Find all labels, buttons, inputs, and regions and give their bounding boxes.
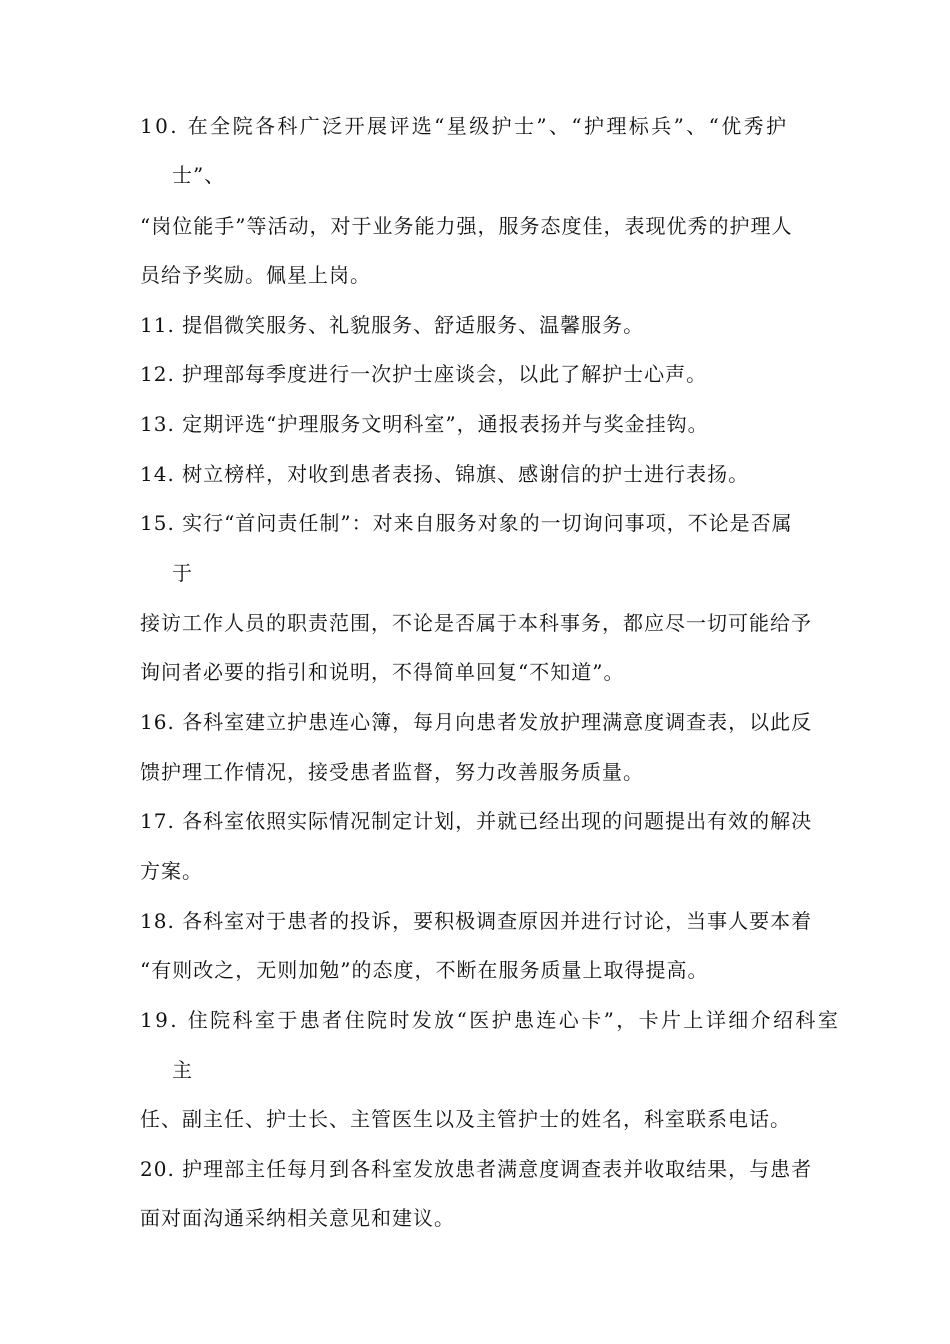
text-line: “岗位能手”等活动，对于业务能力强，服务态度佳，表现优秀的护理人 bbox=[140, 214, 793, 238]
text-line: 方案。 bbox=[140, 859, 203, 883]
text-line-item-14: 14. 树立榜样，对收到患者表扬、锦旗、感谢信的护士进行表扬。 bbox=[140, 462, 750, 486]
text-line: 任、副主任、护士长、主管医生以及主管护士的姓名，科室联系电话。 bbox=[140, 1107, 791, 1131]
text-line-item-19: 19. 住院科室于患者住院时发放“医护患连心卡”，卡片上详细介绍科室 bbox=[140, 1008, 841, 1032]
text-line-item-11: 11. 提倡微笑服务、礼貌服务、舒适服务、温馨服务。 bbox=[140, 313, 645, 337]
text-line-item-13: 13. 定期评选“护理服务文明科室”，通报表扬并与奖金挂钩。 bbox=[140, 412, 709, 436]
text-line-item-15-cont: 于 bbox=[172, 561, 193, 585]
text-line-item-12: 12. 护理部每季度进行一次护士座谈会，以此了解护士心声。 bbox=[140, 362, 708, 386]
text-line: 询问者必要的指引和说明，不得简单回复“不知道”。 bbox=[140, 660, 625, 684]
text-line-item-10: 10. 在全院各科广泛开展评选“星级护士”、“护理标兵”、“优秀护 bbox=[140, 114, 789, 138]
text-line-item-19-cont: 主 bbox=[172, 1058, 193, 1082]
text-line: 馈护理工作情况，接受患者监督，努力改善服务质量。 bbox=[140, 760, 644, 784]
text-line-item-18: 18. 各科室对于患者的投诉，要积极调查原因并进行讨论，当事人要本着 bbox=[140, 909, 813, 933]
text-line-item-10-cont: 士”、 bbox=[172, 163, 226, 187]
text-line: 面对面沟通采纳相关意见和建议。 bbox=[140, 1206, 455, 1230]
text-line: “有则改之，无则加勉”的态度，不断在服务质量上取得提高。 bbox=[140, 958, 709, 982]
text-line-item-15: 15. 实行“首问责任制”：对来自服务对象的一切询问事项，不论是否属 bbox=[140, 511, 793, 535]
text-line-item-17: 17. 各科室依照实际情况制定计划，并就已经出现的问题提出有效的解决 bbox=[140, 809, 813, 833]
text-line-item-20: 20. 护理部主任每月到各科室发放患者满意度调查表并收取结果，与患者 bbox=[140, 1157, 813, 1181]
text-line: 员给予奖励。佩星上岗。 bbox=[140, 263, 371, 287]
text-line: 接访工作人员的职责范围，不论是否属于本科事务，都应尽一切可能给予 bbox=[140, 611, 812, 635]
text-line-item-16: 16. 各科室建立护患连心簿，每月向患者发放护理满意度调查表，以此反 bbox=[140, 710, 813, 734]
